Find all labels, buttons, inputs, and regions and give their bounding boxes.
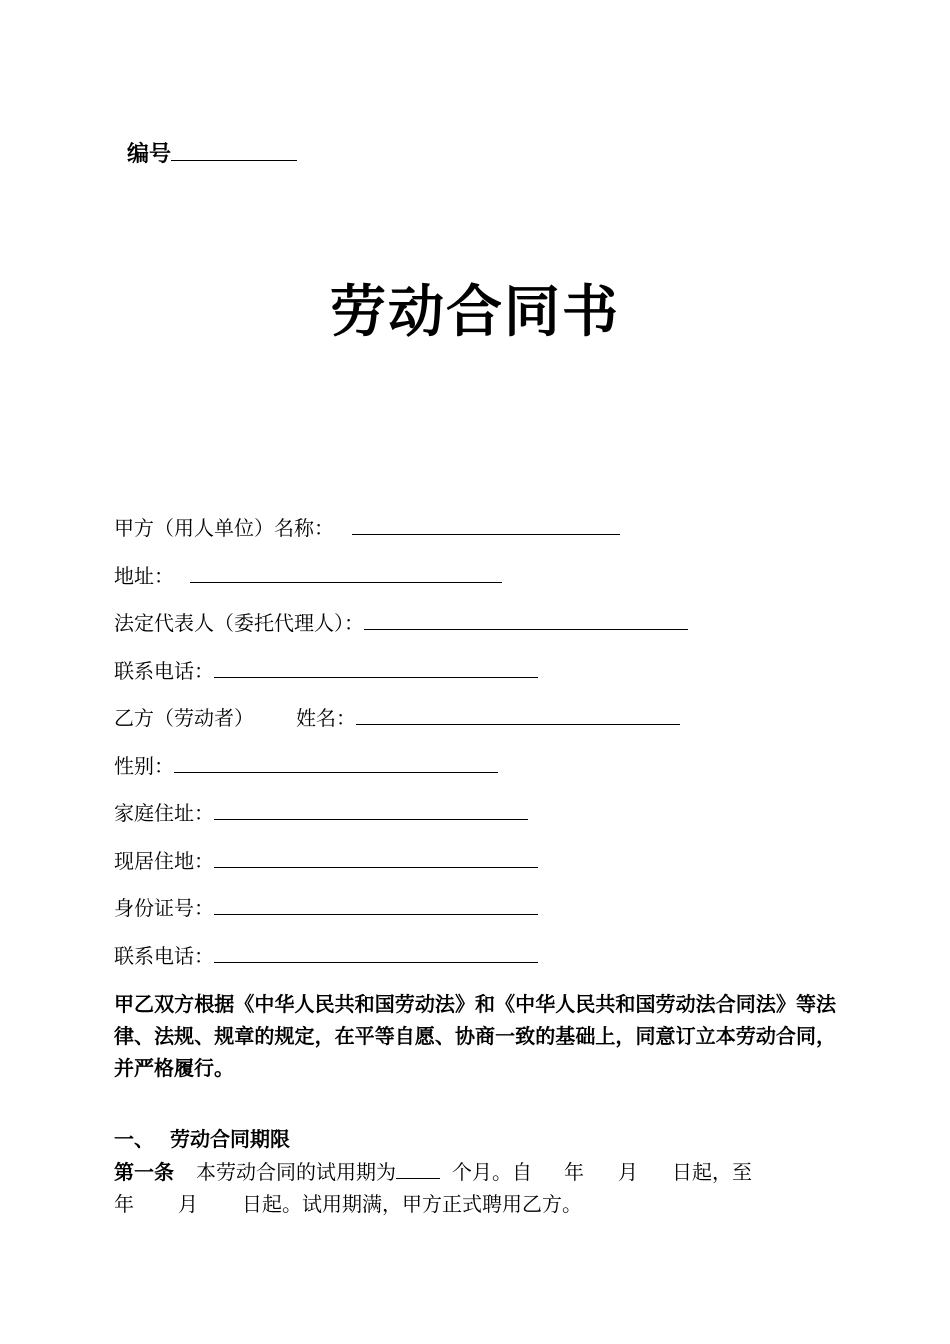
field-blank [190, 558, 502, 583]
article-text: 本劳动合同的试用期为 [196, 1160, 396, 1184]
party-info-fields [114, 510, 854, 985]
field-blank [214, 653, 538, 678]
field-sub-label: 姓名： [296, 706, 356, 730]
field-label: 联系电话： [114, 658, 214, 683]
field-blank [352, 510, 620, 535]
field-label: 家庭住址： [114, 801, 214, 825]
contract-number [127, 138, 297, 170]
article-text: 年 [564, 1160, 584, 1184]
field-employer-name [114, 510, 854, 558]
section-title-text: 劳动合同期限 [170, 1127, 290, 1151]
field-employee-phone [114, 938, 854, 986]
field-legal-representative [114, 605, 854, 653]
field-blank [214, 938, 538, 963]
intro-paragraph: 甲乙双方根据《中华人民共和国劳动法》和《中华人民共和国劳动法合同法》等法律、法规、规章的规定，在平等自愿、协商一致的基础上，同意订立本劳动合同，并严格履行。 [114, 992, 836, 1080]
field-label: 身份证号： [114, 896, 214, 920]
field-label: 甲方（用人单位）名称： [114, 516, 334, 540]
field-label: 法定代表人（委托代理人）： [114, 611, 364, 635]
field-employer-address [114, 558, 854, 606]
field-employer-phone [114, 653, 854, 701]
field-label: 性别： [114, 753, 174, 778]
field-blank [364, 605, 688, 630]
field-label: 地址： [114, 563, 174, 588]
probation-months-blank [396, 1156, 440, 1179]
field-blank [214, 890, 538, 915]
article-text: 个月。自 [452, 1160, 532, 1184]
article-text: 月 [178, 1192, 198, 1216]
field-label: 乙方（劳动者） [114, 706, 254, 730]
section-number: 一、 [114, 1127, 154, 1151]
field-blank [214, 795, 528, 820]
contract-number-label: 编号 [127, 142, 172, 167]
field-label: 现居住地： [114, 848, 214, 873]
article-text: 月 [618, 1160, 638, 1184]
field-label: 联系电话： [114, 943, 214, 968]
field-blank [214, 843, 538, 868]
document-title: 劳动合同书 [330, 280, 620, 345]
field-home-address [114, 795, 854, 843]
contract-number-blank [171, 138, 297, 161]
field-blank [356, 700, 680, 725]
section-heading [114, 1124, 290, 1154]
field-current-residence [114, 843, 854, 891]
field-id-number [114, 890, 854, 938]
field-blank [174, 748, 498, 773]
article-text: 年 [114, 1192, 134, 1216]
field-employee-name [114, 700, 854, 748]
article-lead: 第一条 [114, 1160, 174, 1184]
article-text: 日起，至 [672, 1160, 752, 1184]
field-employee-gender [114, 748, 854, 796]
article-text: 日起。试用期满，甲方正式聘用乙方。 [242, 1192, 582, 1216]
article-1 [114, 1156, 814, 1220]
